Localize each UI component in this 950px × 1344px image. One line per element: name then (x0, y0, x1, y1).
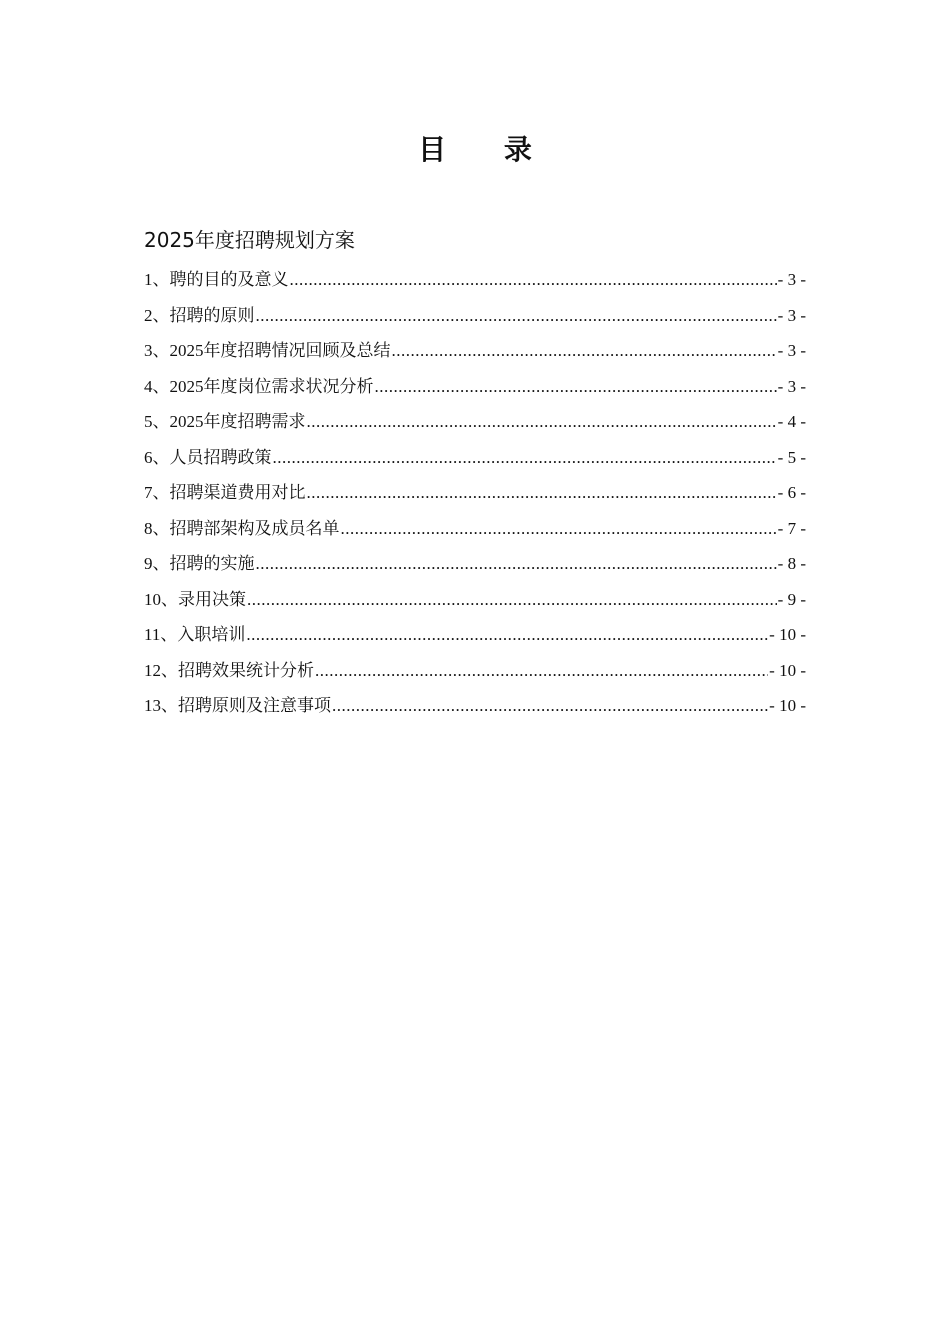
toc-dot-leader (290, 262, 777, 298)
toc-entry-label: 6、人员招聘政策 (144, 447, 272, 467)
toc-entry-page: - 3 - (777, 376, 806, 396)
toc-entry-label: 12、招聘效果统计分析 (144, 660, 314, 680)
toc-entry-label: 4、2025年度岗位需求状况分析 (144, 376, 374, 396)
toc-entry-label: 3、2025年度招聘情况回顾及总结 (144, 341, 391, 360)
toc-entry-page: - 6 - (777, 483, 806, 502)
toc-entry[interactable] (144, 617, 806, 653)
toc-dot-leader (332, 688, 768, 724)
toc-entry-label: 2、招聘的原则 (144, 305, 255, 325)
toc-dot-leader (256, 546, 777, 582)
toc-entry-page: - 3 - (777, 341, 806, 360)
toc-entry-page: - 4 - (777, 412, 806, 431)
toc-entry[interactable] (144, 440, 806, 476)
toc-entry-page: - 5 - (777, 447, 806, 467)
toc-dot-leader (307, 475, 777, 511)
toc-dot-leader (315, 653, 768, 689)
toc-list (144, 262, 806, 724)
toc-entry[interactable] (144, 333, 806, 369)
toc-entry-page: - 10 - (769, 625, 806, 644)
toc-entry-label: 1、聘的目的及意义 (144, 270, 289, 289)
toc-dot-leader (247, 582, 777, 618)
toc-entry-label: 9、招聘的实施 (144, 554, 255, 573)
toc-dot-leader (375, 369, 777, 405)
toc-entry[interactable] (144, 688, 806, 724)
toc-entry[interactable] (144, 546, 806, 582)
toc-entry[interactable] (144, 298, 806, 334)
toc-entry-page: - 9 - (777, 589, 806, 609)
toc-entry-label: 7、招聘渠道费用对比 (144, 483, 306, 502)
toc-entry[interactable] (144, 653, 806, 689)
toc-entry-label: 13、招聘原则及注意事项 (144, 696, 331, 715)
toc-entry[interactable] (144, 404, 806, 440)
toc-entry-page: - 7 - (777, 518, 806, 538)
toc-entry-page: - 10 - (769, 696, 806, 715)
toc-entry[interactable] (144, 262, 806, 298)
toc-dot-leader (307, 404, 777, 440)
toc-entry[interactable] (144, 369, 806, 405)
toc-dot-leader (341, 511, 777, 547)
toc-entry[interactable] (144, 475, 806, 511)
toc-entry-label: 5、2025年度招聘需求 (144, 412, 306, 431)
toc-entry-page: - 8 - (777, 554, 806, 573)
toc-dot-leader (256, 298, 777, 334)
toc-entry-page: - 3 - (777, 305, 806, 325)
toc-dot-leader (392, 333, 777, 369)
toc-heading[interactable]: 2025年度招聘规划方案 (144, 228, 355, 252)
toc-title: 目 录 (418, 133, 556, 166)
toc-entry-label: 11、入职培训 (144, 625, 246, 644)
toc-entry-label: 8、招聘部架构及成员名单 (144, 518, 340, 538)
toc-entry[interactable] (144, 511, 806, 547)
toc-entry-label: 10、录用决策 (144, 589, 246, 609)
toc-entry-page: - 3 - (777, 270, 806, 289)
toc-dot-leader (273, 440, 777, 476)
toc-entry[interactable] (144, 582, 806, 618)
toc-entry-page: - 10 - (769, 660, 806, 680)
toc-dot-leader (246, 617, 768, 653)
